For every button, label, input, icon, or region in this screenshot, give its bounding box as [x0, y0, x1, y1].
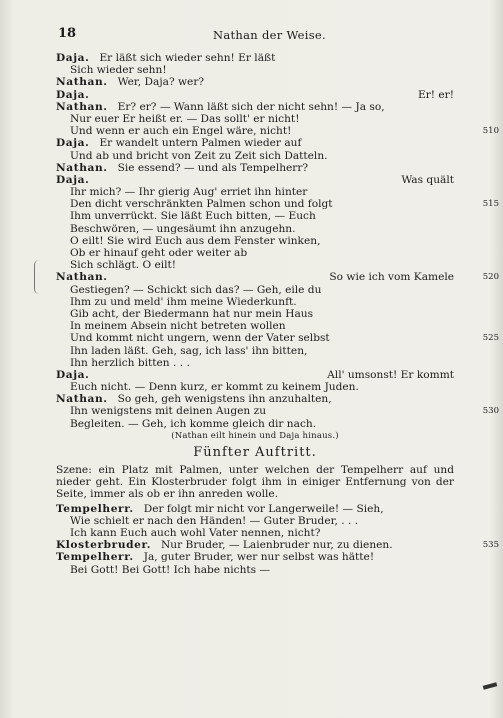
line-text: Gib acht, der Biedermann hat nur mein Haus — [70, 307, 314, 320]
verse-line — [56, 101, 454, 113]
line-number: 525 — [482, 333, 499, 344]
speaker-name: Nathan. — [56, 271, 108, 284]
verse-line — [56, 357, 454, 369]
line-text: Euch nicht. — Denn kurz, er kommt zu keinem Juden. — [70, 381, 359, 394]
verse-line — [56, 198, 499, 211]
line-text: Ihm unverrückt. Sie läßt Euch bitten, — Euch — [70, 210, 316, 223]
stage-direction: (Nathan eilt hinein und Daja hinaus.) — [171, 430, 339, 441]
speaker-name: Daja. — [56, 173, 90, 186]
line-number: 535 — [482, 540, 499, 551]
verse-line — [56, 369, 454, 381]
verse-line — [56, 503, 454, 515]
verse-line — [56, 52, 454, 64]
margin-mark — [483, 682, 498, 689]
line-text: Ihn wenigstens mit deinen Augen zu — [70, 405, 267, 418]
line-text: Sich wieder sehn! — [70, 64, 167, 77]
line-text: Und kommt nicht ungern, wenn der Vater selbst — [70, 332, 330, 345]
speaker-name: Daja. — [56, 368, 90, 381]
verse-line — [56, 150, 454, 162]
line-text: Ihn herzlich bitten . . . — [70, 356, 190, 369]
page-header — [58, 26, 481, 44]
scene-heading: Fünfter Auftritt. — [193, 445, 317, 460]
line-text: Ihm zu und meld' ihm meine Wiederkunft. — [70, 295, 297, 308]
verse-line — [56, 405, 499, 418]
line-text: Wer, Daja? wer? — [117, 76, 205, 89]
verse-line — [56, 125, 499, 138]
line-text: Bei Gott! Bei Gott! Ich habe nichts — — [70, 563, 271, 576]
verse-line — [56, 210, 454, 222]
line-text: Sich schlägt. O eilt! — [70, 259, 177, 272]
line-text: Sie essend? — und als Tempelherr? — [117, 161, 309, 174]
verse-line — [56, 332, 499, 345]
line-text-right: So wie ich vom Kamele — [329, 271, 454, 284]
verse-line — [56, 64, 454, 76]
line-text: Nur euer Er heißt er. — Das sollt' er nicht! — [70, 112, 300, 125]
speaker-name: Daja. — [56, 52, 90, 64]
line-text: Er läßt sich wieder sehn! Er läßt — [99, 52, 276, 64]
line-text: Er? er? — Wann läßt sich der nicht sehn! — Ja so, — [117, 100, 385, 113]
verse-line — [56, 320, 454, 332]
verse-line — [56, 174, 454, 186]
line-text: Beschwören, — ungesäumt ihn anzugehn. — [70, 222, 296, 235]
verse-line — [56, 186, 454, 198]
line-text: Nur Bruder, — Laienbruder nur, zu dienen. — [161, 539, 393, 552]
verse-line — [56, 393, 454, 405]
line-number: 520 — [482, 272, 499, 283]
verse-line — [56, 308, 454, 320]
line-text: So geh, geh wenigstens ihn anzuhalten, — [117, 393, 332, 406]
speaker-name: Klosterbruder. — [56, 539, 152, 552]
verse-line — [56, 296, 454, 308]
speaker-name: Daja. — [56, 88, 90, 101]
verse-line — [56, 527, 454, 539]
verse-line — [56, 137, 454, 149]
speaker-name: Tempelherr. — [56, 502, 134, 515]
line-text: Ihr mich? — Ihr gierig Aug' erriet ihn hinter — [70, 186, 308, 199]
line-text: O eilt! Sie wird Euch aus dem Fenster winken, — [70, 234, 321, 247]
speaker-name: Nathan. — [56, 100, 108, 113]
line-text: Wie schielt er nach den Händen! — Guter Bruder, . . . — [70, 514, 359, 527]
speaker-name: Nathan. — [56, 76, 108, 89]
page-number: 18 — [58, 26, 77, 41]
line-text-right: All' umsonst! Er kommt — [327, 368, 454, 381]
verse-line — [56, 564, 454, 576]
verse-line — [56, 284, 454, 296]
speaker-name: Tempelherr. — [56, 551, 134, 564]
line-number: 510 — [482, 126, 499, 137]
verse-line — [56, 271, 499, 284]
text-body — [56, 52, 499, 576]
line-text: Ob er hinauf geht oder weiter ab — [70, 247, 248, 259]
verse-line — [56, 381, 454, 393]
speaker-name: Nathan. — [56, 161, 108, 174]
verse-line — [56, 247, 454, 259]
verse-line — [56, 162, 454, 174]
line-text: Und wenn er auch ein Engel wäre, nicht! — [70, 125, 292, 138]
verse-line — [56, 235, 454, 247]
line-text: Ich kann Euch auch wohl Vater nennen, nicht? — [70, 526, 321, 539]
dialogue-block-1 — [56, 52, 499, 430]
verse-line — [56, 551, 454, 563]
verse-line — [56, 259, 454, 271]
verse-line — [56, 76, 454, 88]
verse-line — [56, 539, 499, 552]
margin-bracket — [34, 260, 45, 294]
line-text: Er wandelt untern Palmen wieder auf — [99, 137, 302, 150]
line-number: 515 — [482, 199, 499, 210]
running-title: Nathan der Weise. — [212, 28, 326, 42]
line-text-right: Er! er! — [417, 88, 454, 101]
dialogue-block-2 — [56, 502, 499, 576]
verse-line — [56, 223, 454, 235]
line-text: Ihn laden läßt. Geh, sag, ich lass' ihn bitten, — [70, 344, 308, 357]
verse-line — [56, 113, 454, 125]
speaker-name: Nathan. — [56, 393, 108, 406]
verse-line — [56, 345, 454, 357]
line-text: Gestiegen? — Schickt sich das? — Geh, eile du — [70, 283, 322, 296]
line-text: Der folgt mir nicht vor Langerweile! — Sieh, — [143, 502, 384, 515]
verse-line — [56, 89, 454, 101]
line-number: 530 — [482, 406, 499, 417]
line-text: In meinem Absein nicht betreten wollen — [70, 320, 286, 333]
line-text-right: Was quält — [401, 173, 454, 186]
scene-description: Szene: ein Platz mit Palmen, unter welchen der Tempelherr auf und nieder geht. Ein Klosterbruder folgt ihm in einiger Entfernung von der Seite, immer als ob er ihn anreden wolle. — [56, 464, 454, 501]
verse-line — [56, 515, 454, 527]
line-text: Den dicht verschränkten Palmen schon und folgt — [70, 198, 333, 211]
line-text: Ja, guter Bruder, wer nur selbst was hätte! — [143, 551, 375, 564]
line-text: Und ab und bricht von Zeit zu Zeit sich Datteln. — [70, 149, 328, 162]
speaker-name: Daja. — [56, 137, 90, 150]
line-text: Begleiten. — Geh, ich komme gleich dir nach. — [70, 417, 317, 430]
verse-line — [56, 418, 454, 430]
